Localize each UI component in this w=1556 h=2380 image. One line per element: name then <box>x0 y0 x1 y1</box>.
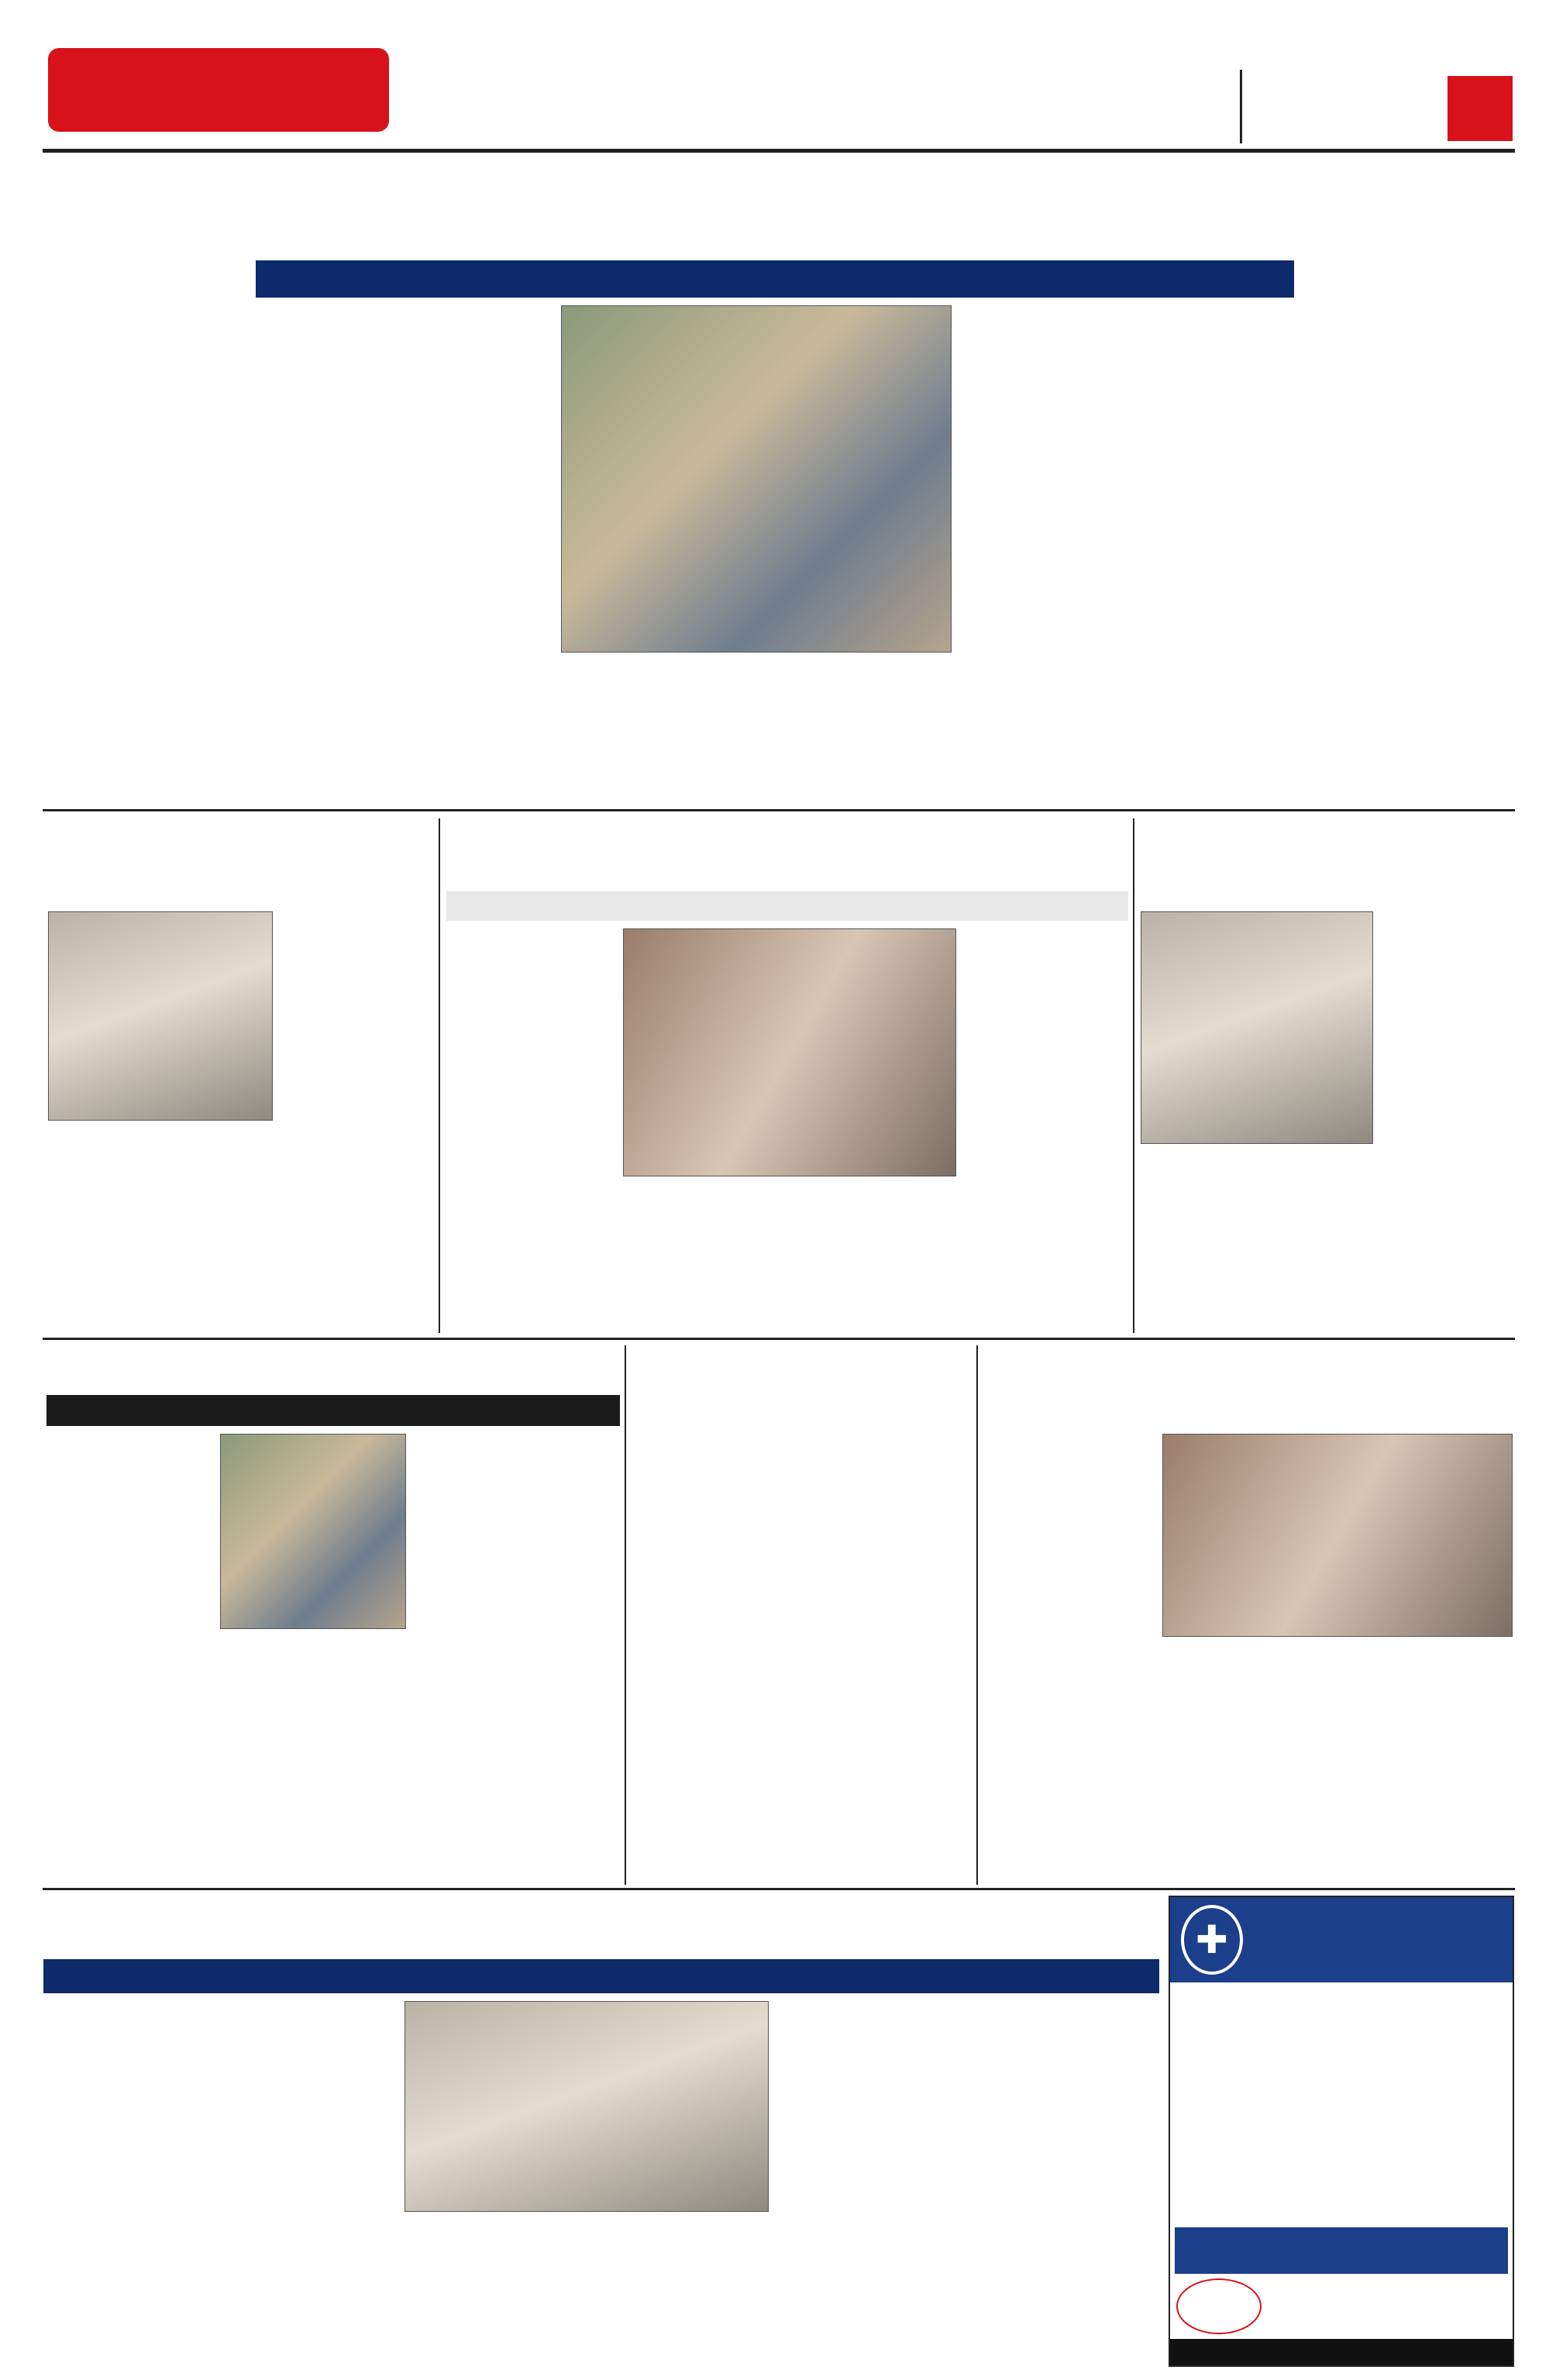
section-title <box>48 56 389 126</box>
awara-subhead <box>446 891 1128 921</box>
road-column-1 <box>632 1438 797 1883</box>
sarpanch-column-bottom-1 <box>48 1150 234 1331</box>
sai-column-right <box>1381 911 1513 1167</box>
police-column-2b <box>220 1635 406 1883</box>
jindal-address <box>1170 2339 1513 2365</box>
awara-column-3 <box>793 1183 956 1331</box>
masthead-separator <box>1240 70 1242 143</box>
awara-column-2 <box>623 1183 786 1331</box>
issue-date <box>1007 95 1224 138</box>
lead-photo-caption <box>561 660 747 801</box>
masthead <box>0 0 1556 155</box>
awara-headline <box>446 825 1128 887</box>
tricycle-column-2 <box>1162 1643 1333 1883</box>
police-headline <box>46 1345 620 1392</box>
tricycle-subhead <box>983 1397 1513 1424</box>
blood-photo-caption <box>404 2218 583 2367</box>
jindal-title-bar <box>1170 1897 1513 1982</box>
blood-headline <box>43 1896 1159 1955</box>
blood-column-6 <box>970 2001 1159 2367</box>
lead-column-1 <box>48 305 211 801</box>
tricycle-headline <box>983 1345 1513 1393</box>
lead-column-5 <box>756 660 952 801</box>
paper-name <box>1244 84 1445 130</box>
blood-photo <box>404 2001 769 2212</box>
police-column-1 <box>48 1434 212 1883</box>
sai-photo <box>1141 911 1373 1144</box>
jindal-ayushman <box>1266 2278 1508 2334</box>
row3-vrule-1 <box>625 1345 626 1885</box>
jindal-blood-bank <box>1176 2278 1262 2334</box>
tricycle-column-3 <box>1341 1643 1513 1883</box>
lead-bottom-rule <box>43 809 1515 811</box>
lead-column-3 <box>389 305 552 801</box>
sarpanch-caption <box>48 1124 273 1147</box>
sarpanch-headline <box>46 818 434 904</box>
awara-column-4 <box>964 928 1128 1331</box>
masthead-rule <box>43 149 1515 153</box>
road-headline <box>631 1345 972 1431</box>
jindal-logo-icon: ✚ <box>1181 1905 1243 1975</box>
lead-column-6 <box>961 305 1131 801</box>
blood-column-1 <box>48 2001 219 2367</box>
sai-headline <box>1139 818 1513 904</box>
row3-vrule-2 <box>976 1345 978 1885</box>
lead-column-8 <box>1319 305 1513 801</box>
lead-subhead <box>256 260 1294 298</box>
lead-headline <box>43 169 1515 254</box>
sai-column-bottom-1 <box>1141 1172 1320 1331</box>
jindal-ad <box>1169 1896 1514 2367</box>
jindal-doctor-2-degree <box>1173 2103 1510 2122</box>
row2-vrule-2 <box>1133 818 1134 1333</box>
awara-column-1 <box>446 928 615 1331</box>
tricycle-column-1 <box>984 1434 1155 1883</box>
row2-bottom-rule <box>43 1338 1515 1340</box>
place-day <box>1031 71 1224 95</box>
road-column-2 <box>804 1438 972 1883</box>
sarpanch-column-bottom-2 <box>242 1150 434 1331</box>
lead-column-2 <box>219 305 381 801</box>
police-subhead <box>46 1395 620 1426</box>
lead-photo <box>561 305 952 653</box>
tricycle-photo <box>1162 1434 1513 1637</box>
blood-column-2 <box>226 2001 397 2367</box>
jindal-doctor-2 <box>1173 2068 1510 2102</box>
page-number <box>1448 76 1513 141</box>
blood-column-4 <box>590 2218 769 2367</box>
row2-vrule-1 <box>439 818 440 1333</box>
jindal-doctor-1-degree <box>1173 2048 1510 2066</box>
jindal-title <box>1248 1897 1503 1982</box>
sai-caption <box>1141 1147 1373 1170</box>
police-photo <box>220 1434 406 1629</box>
blood-subhead <box>43 1959 1159 1993</box>
police-column-3 <box>414 1635 620 1883</box>
police-column-2 <box>414 1434 620 1629</box>
jindal-tagline <box>1173 1987 1510 2010</box>
sarpanch-photo <box>48 911 273 1121</box>
section-title-box <box>48 48 389 132</box>
awara-photo <box>623 928 956 1176</box>
blood-column-5 <box>776 2001 962 2367</box>
jindal-highlight <box>1175 2227 1508 2274</box>
sarpanch-column-right <box>281 911 434 1147</box>
jindal-doctor-1 <box>1173 2012 1510 2046</box>
lead-column-7 <box>1139 305 1311 801</box>
sai-column-bottom-2 <box>1328 1172 1513 1331</box>
row3-bottom-rule <box>43 1888 1515 1890</box>
jindal-services <box>1176 2125 1506 2224</box>
